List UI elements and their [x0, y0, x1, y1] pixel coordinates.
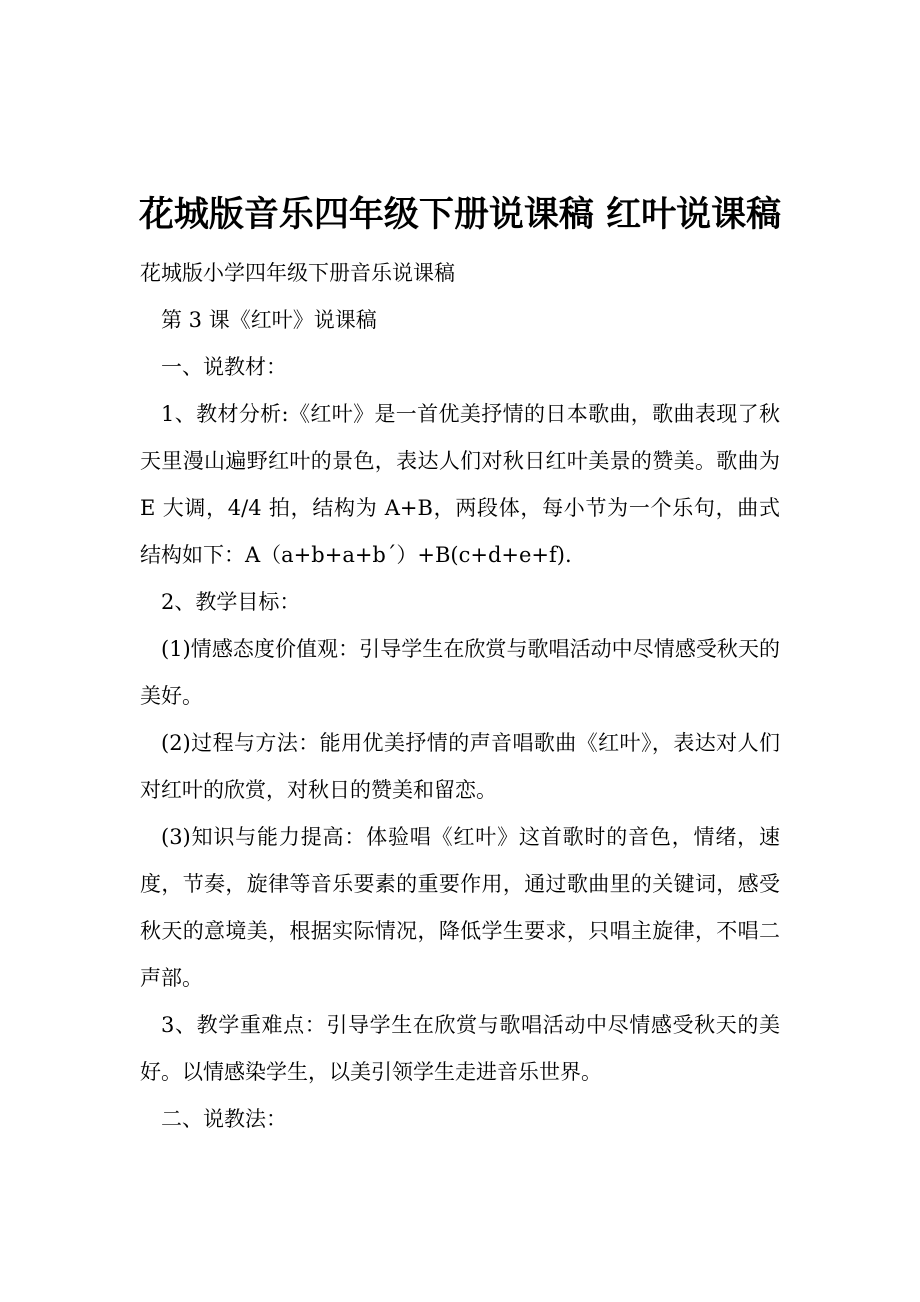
section-heading-teaching-material: 一、说教材： [161, 355, 287, 379]
goal-knowledge-paragraph: (3)知识与能力提高：体验唱《红叶》这首歌时的音色，情绪，速度，节奏，旋律等音乐要素的重要作用，通过歌曲里的关键词，感受秋天的意境美，根据实际情况，降低学生要求，只唱主旋律，不唱二声部。 [140, 825, 780, 990]
lesson-heading: 第 3 课《红叶》说课稿 [161, 308, 377, 332]
document-title: 花城版音乐四年级下册说课稿 红叶说课稿 [138, 194, 782, 236]
goal-process-paragraph: (2)过程与方法：能用优美抒情的声音唱歌曲《红叶》，表达对人们对红叶的欣赏，对秋日的赞美和留恋。 [140, 731, 780, 802]
material-analysis-paragraph: 1、教材分析:《红叶》是一首优美抒情的日本歌曲，歌曲表现了秋天里漫山遍野红叶的景色，表达人们对秋日红叶美景的赞美。歌曲为 E 大调，4/4 拍，结构为 A+B，两段体，每小节为一个乐句，曲式结构如下：A（a+b+a+b´）+B(c+d+e+f). [140, 402, 780, 567]
goal-emotion-paragraph: (1)情感态度价值观：引导学生在欣赏与歌唱活动中尽情感受秋天的美好。 [140, 637, 780, 708]
teaching-goals-heading: 2、教学目标： [161, 590, 301, 614]
key-difficulties-paragraph: 3、教学重难点：引导学生在欣赏与歌唱活动中尽情感受秋天的美好。以情感染学生，以美引领学生走进音乐世界。 [140, 1013, 780, 1084]
section-heading-teaching-method: 二、说教法： [161, 1107, 287, 1131]
subtitle-paragraph: 花城版小学四年级下册音乐说课稿 [140, 261, 455, 285]
document-body [140, 250, 780, 1143]
